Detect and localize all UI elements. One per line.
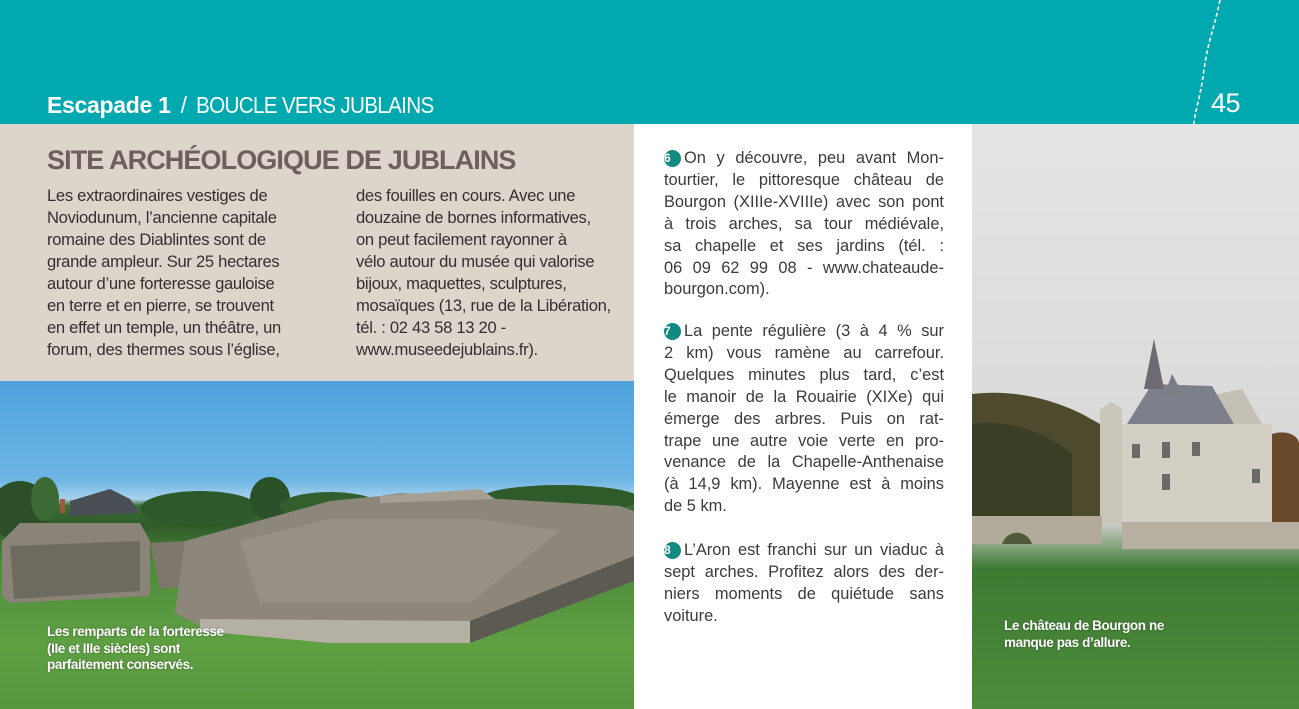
step-number-badge: 7 [664, 323, 681, 340]
page-number: 45 [1211, 88, 1241, 118]
text-line: mosaïques (13, rue de la Libération, [356, 296, 611, 315]
section-subtitle: BOUCLE VERS JUBLAINS [196, 92, 435, 118]
text-line: grande ampleur. Sur 25 hectares [47, 252, 280, 271]
text-line: vélo autour du musée qui valorise [356, 252, 595, 271]
text-line: 06 09 62 99 08 - www.chateaude- [664, 258, 944, 277]
itinerary-text-column [634, 124, 972, 709]
text-line: (à 14,9 km). Mayenne est à moins [664, 475, 944, 494]
page-header [0, 0, 1299, 124]
info-box-column-2 [356, 185, 636, 361]
text-line-content: L’Aron est franchi sur un viaduc à [684, 541, 944, 559]
text-line-content: On y découvre, peu avant Mon- [684, 149, 944, 167]
title-separator: / [180, 92, 187, 118]
info-box-title: SITE ARCHÉOLOGIQUE DE JUBLAINS [47, 145, 516, 175]
text-line: des fouilles en cours. Avec une [356, 186, 576, 205]
text-line [664, 540, 944, 562]
text-line: voiture. [664, 606, 718, 625]
text-line: Bourgon (XIIIe-XVIIIe) avec son pont [664, 192, 944, 211]
text-line: Quelques minutes plus tard, c’est [664, 365, 944, 384]
castle-photo-caption [1004, 618, 1164, 651]
step-6-paragraph [664, 148, 944, 301]
ruins-photo-caption [47, 624, 224, 674]
text-line: sa chapelle et ses jardins (tél. : [664, 236, 944, 255]
caption-line: parfaitement conservés. [47, 657, 194, 672]
text-line: émerge des arbres. Puis on rat- [664, 409, 944, 428]
text-line [664, 148, 944, 170]
text-line: en effet un temple, un théâtre, un [47, 318, 281, 337]
text-line: de 5 km. [664, 497, 727, 516]
text-line: trape une autre voie verte en pro- [664, 431, 944, 450]
text-line: tourtier, le pittoresque château de [664, 170, 944, 189]
text-line: 2 km) vous ramène au carrefour. [664, 343, 944, 362]
section-label: Escapade 1 [47, 92, 171, 118]
museum-website: www.museedejublains.fr). [356, 340, 538, 359]
text-line: sept arches. Profitez alors des der- [664, 562, 944, 581]
caption-line: manque pas d’allure. [1004, 634, 1131, 650]
text-line: le manoir de la Rouairie (XIXe) qui [664, 387, 944, 406]
text-line: bijoux, maquettes, sculptures, [356, 274, 567, 293]
text-line: à trois arches, sa tour médiévale, [664, 214, 944, 233]
caption-line: Le château de Bourgon ne [1004, 618, 1164, 633]
text-line-content: La pente régulière (3 à 4 % sur [684, 322, 944, 340]
text-line: niers moments de quiétude sans [664, 584, 944, 603]
step-8-paragraph [664, 540, 944, 628]
text-line: bourgon.com). [664, 280, 770, 299]
step-number-badge: 8 [664, 542, 681, 559]
info-box-jublains [0, 124, 634, 381]
text-line: on peut facilement rayonner à [356, 230, 567, 249]
running-title [47, 92, 460, 119]
text-line: romaine des Diablintes sont de [47, 230, 266, 249]
step-7-paragraph [664, 321, 944, 518]
text-line: Noviodunum, l’ancienne capitale [47, 208, 277, 227]
text-line: autour d’une forteresse gauloise [47, 274, 275, 293]
step-number-badge: 6 [664, 150, 681, 167]
caption-line: Les remparts de la forteresse [47, 624, 224, 639]
text-line [664, 321, 944, 343]
text-line: en terre et en pierre, se trouvent [47, 296, 274, 315]
text-line: tél. : 02 43 58 13 20 - [356, 318, 506, 337]
text-line: forum, des thermes sous l’église, [47, 340, 280, 359]
text-line: venance de la Chapelle-Anthenaise [664, 453, 944, 472]
info-box-column-1 [47, 185, 347, 361]
text-line: Les extraordinaires vestiges de [47, 186, 268, 205]
caption-line: (IIe et IIIe siècles) sont [47, 640, 180, 656]
text-line: douzaine de bornes informatives, [356, 208, 591, 227]
